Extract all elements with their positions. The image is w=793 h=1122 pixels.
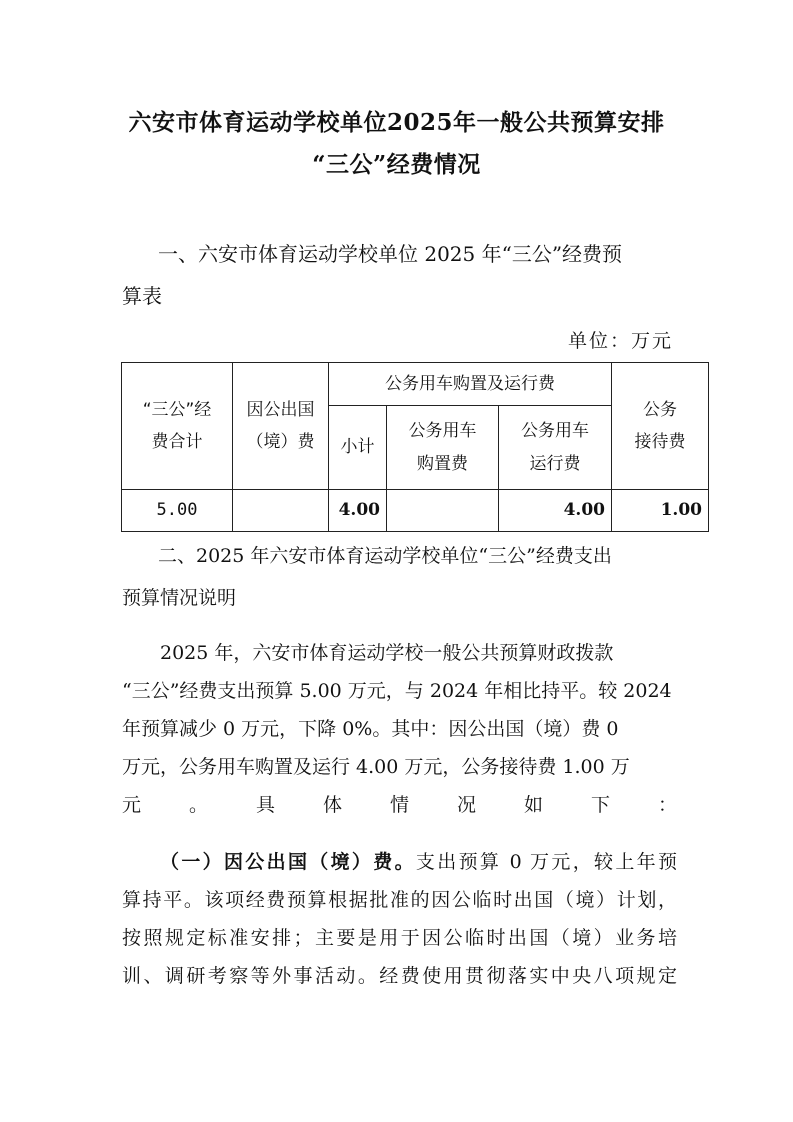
header-purchase: 公务用车 购置费 — [387, 406, 499, 490]
unit-label: 单位：万元 — [567, 330, 673, 352]
cell-reception: 1.00 — [612, 490, 709, 532]
page-title: 六安市体育运动学校单位2025年一般公共预算安排 — [128, 109, 665, 136]
paragraph-abroad — [122, 843, 677, 995]
paragraph-line: 2025 年，六安市体育运动学校一般公共预算财政拨款 — [160, 642, 614, 664]
header-reception: 公务 接待费 — [612, 363, 709, 490]
cell-total: 5.00 — [122, 490, 233, 532]
paragraph-line: 年预算减少 0 万元，下降 0%。其中：因公出国（境）费 0 — [122, 718, 619, 740]
paragraph-summary — [122, 634, 677, 824]
header-operation: 公务用车 运行费 — [499, 406, 612, 490]
budget-table — [121, 362, 709, 532]
section2-heading-cont: 预算情况说明 — [122, 587, 237, 609]
cell-abroad — [233, 490, 329, 532]
cell-purchase — [387, 490, 499, 532]
header-total: “三公”经 费合计 — [122, 363, 233, 490]
cell-subtotal: 4.00 — [329, 490, 387, 532]
header-abroad: 因公出国 （境）费 — [233, 363, 329, 490]
section2-heading: 二、2025 年六安市体育运动学校单位“三公”经费支出 — [158, 545, 612, 567]
paragraph-line: “三公”经费支出预算 5.00 万元，与 2024 年相比持平。较 2024 — [122, 680, 672, 702]
page-subtitle: “三公”经费情况 — [312, 151, 481, 178]
paragraph-lead: （一）因公出国（境）费。 — [160, 851, 416, 873]
paragraph-line: （一）因公出国（境）费。支出预算 0 万元，较上年预 — [160, 851, 677, 873]
cell-operation: 4.00 — [499, 490, 612, 532]
paragraph-line: 训、调研考察等外事活动。经费使用贯彻落实中央八项规定 — [122, 965, 677, 987]
section1-heading: 一、六安市体育运动学校单位 2025 年“三公”经费预 — [158, 242, 623, 266]
header-subtotal: 小计 — [329, 406, 387, 490]
header-vehicle-group: 公务用车购置及运行费 — [329, 363, 612, 406]
paragraph-line: 元。具体情况如下： — [122, 794, 677, 816]
paragraph-line: 按照规定标准安排；主要是用于因公临时出国（境）业务培 — [122, 927, 677, 949]
paragraph-line: 算持平。该项经费预算根据批准的因公临时出国（境）计划， — [122, 889, 677, 911]
section1-heading-cont: 算表 — [122, 284, 162, 308]
paragraph-line: 万元，公务用车购置及运行 4.00 万元，公务接待费 1.00 万 — [122, 756, 630, 778]
